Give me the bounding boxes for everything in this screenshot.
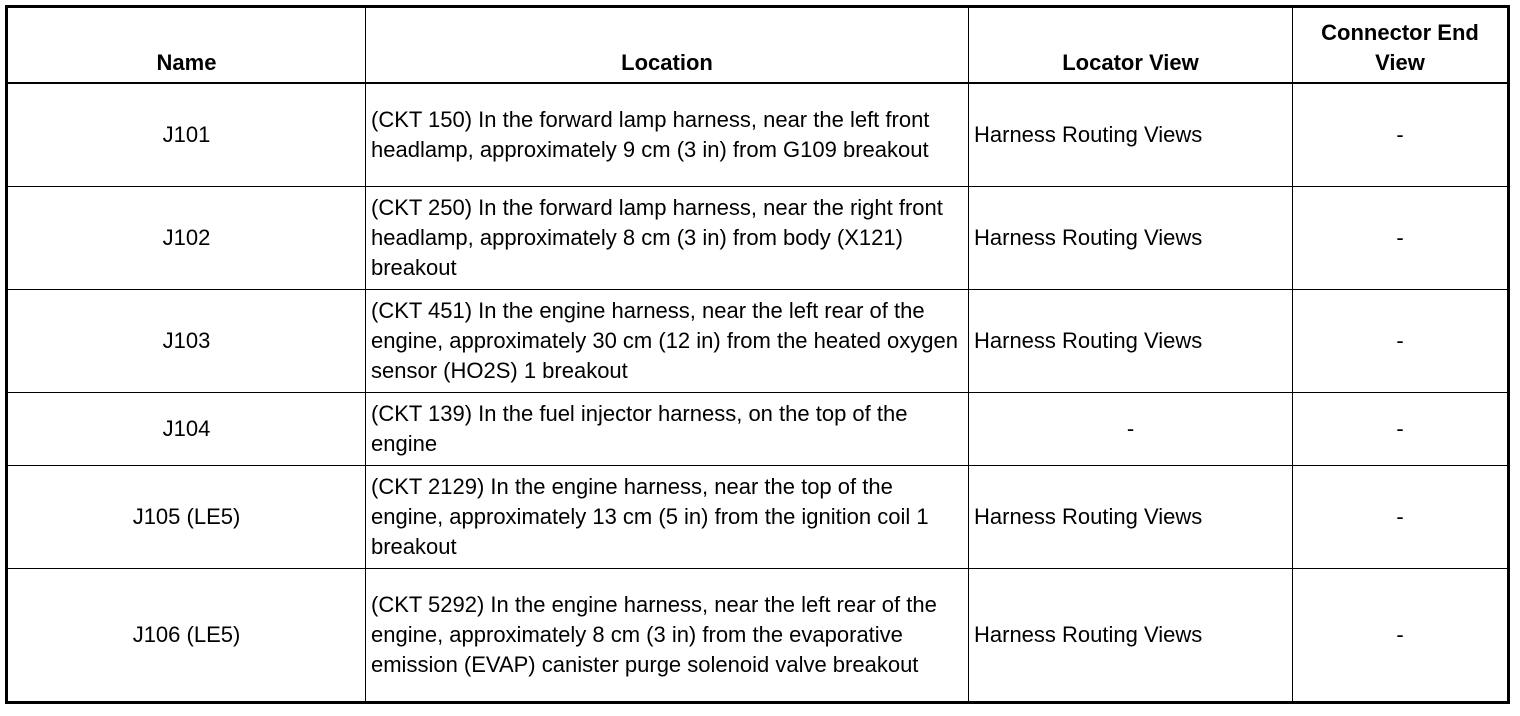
- header-locator-view: Locator View: [969, 7, 1293, 84]
- cell-name: J104: [7, 393, 366, 466]
- table-row: [7, 569, 1509, 703]
- header-name: Name: [7, 7, 366, 84]
- table-header: [7, 7, 1509, 84]
- cell-name: J103: [7, 290, 366, 393]
- cell-locator-view: Harness Routing Views: [969, 569, 1293, 703]
- cell-name: J101: [7, 83, 366, 187]
- header-row: [7, 7, 1509, 84]
- header-connector-end-view: Connector End View: [1293, 7, 1509, 84]
- header-location: Location: [366, 7, 969, 84]
- cell-location: (CKT 2129) In the engine harness, near the top of the engine, approximately 13 cm (5 in) from the ignition coil 1 breakout: [366, 466, 969, 569]
- table-row: [7, 393, 1509, 466]
- cell-connector-end-view: -: [1293, 393, 1509, 466]
- cell-location: (CKT 150) In the forward lamp harness, near the left front headlamp, approximately 9 cm (3 in) from G109 breakout: [366, 83, 969, 187]
- table-row: [7, 187, 1509, 290]
- cell-name: J102: [7, 187, 366, 290]
- cell-location: (CKT 139) In the fuel injector harness, on the top of the engine: [366, 393, 969, 466]
- cell-connector-end-view: -: [1293, 187, 1509, 290]
- cell-name: J106 (LE5): [7, 569, 366, 703]
- cell-location: (CKT 250) In the forward lamp harness, near the right front headlamp, approximately 8 cm (3 in) from body (X121) breakout: [366, 187, 969, 290]
- cell-connector-end-view: -: [1293, 83, 1509, 187]
- splice-pack-table: [5, 5, 1510, 704]
- cell-location: (CKT 5292) In the engine harness, near the left rear of the engine, approximately 8 cm (3 in) from the evaporative emission (EVAP) canister purge solenoid valve breakout: [366, 569, 969, 703]
- cell-locator-view: -: [969, 393, 1293, 466]
- cell-connector-end-view: -: [1293, 290, 1509, 393]
- cell-connector-end-view: -: [1293, 466, 1509, 569]
- cell-locator-view: Harness Routing Views: [969, 187, 1293, 290]
- table-row: [7, 290, 1509, 393]
- cell-locator-view: Harness Routing Views: [969, 466, 1293, 569]
- table-body: [7, 83, 1509, 703]
- cell-location: (CKT 451) In the engine harness, near the left rear of the engine, approximately 30 cm (12 in) from the heated oxygen sensor (HO2S) 1 breakout: [366, 290, 969, 393]
- table-row: [7, 83, 1509, 187]
- cell-connector-end-view: -: [1293, 569, 1509, 703]
- cell-locator-view: Harness Routing Views: [969, 290, 1293, 393]
- table-row: [7, 466, 1509, 569]
- cell-locator-view: Harness Routing Views: [969, 83, 1293, 187]
- cell-name: J105 (LE5): [7, 466, 366, 569]
